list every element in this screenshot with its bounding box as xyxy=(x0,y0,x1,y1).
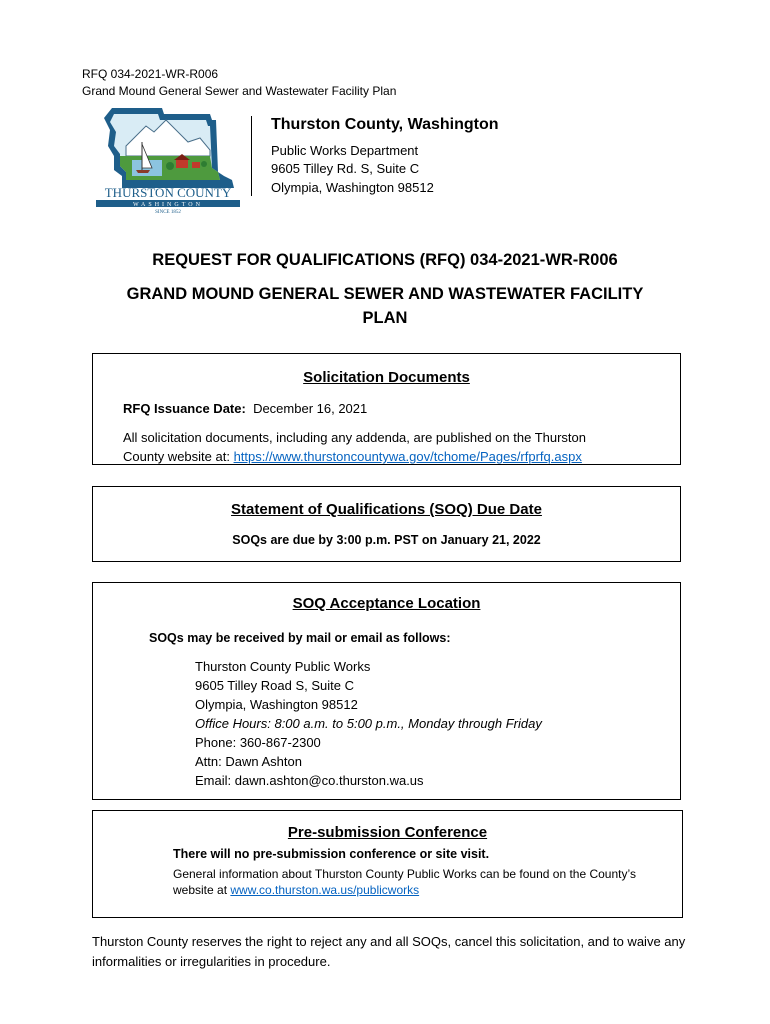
acceptance-intro: SOQs may be received by mail or email as follows: xyxy=(149,631,451,645)
issuance-date: December 16, 2021 xyxy=(253,401,368,416)
thurston-county-logo xyxy=(92,106,252,214)
conference-website-prefix: website at xyxy=(173,883,231,897)
issuance-date-row xyxy=(123,399,367,418)
acceptance-org: Thurston County Public Works xyxy=(195,659,371,674)
due-date-box xyxy=(92,486,681,562)
conference-info-line2 xyxy=(173,882,419,898)
solicitation-body-line1: All solicitation documents, including any addenda, are published on the Thurston xyxy=(123,430,587,445)
acceptance-box xyxy=(92,582,681,800)
conference-info-line1: General information about Thurston County Public Works can be found on the County’s xyxy=(173,867,636,881)
due-date-text: SOQs are due by 3:00 p.m. PST on January 21, 2022 xyxy=(232,533,541,547)
logo-name: THURSTON COUNTY xyxy=(104,185,232,200)
rfq-title: REQUEST FOR QUALIFICATIONS (RFQ) 034-2021-WR-R006 xyxy=(152,251,618,269)
conference-heading: Pre-submission Conference xyxy=(287,824,488,841)
solicitation-box xyxy=(92,353,681,465)
acceptance-phone: Phone: 360-867-2300 xyxy=(195,735,321,750)
solicitation-heading: Solicitation Documents xyxy=(303,369,470,386)
acceptance-attn: Attn: Dawn Ashton xyxy=(195,754,302,769)
publicworks-link[interactable]: www.co.thurston.wa.us/publicworks xyxy=(230,883,420,897)
office-hours: Office Hours: 8:00 a.m. to 5:00 p.m., Monday through Friday xyxy=(195,716,542,731)
conference-notice: There will no pre-submission conference or site visit. xyxy=(173,847,490,861)
street-address: 9605 Tilley Rd. S, Suite C xyxy=(271,161,420,176)
conference-box xyxy=(92,810,683,918)
rfq-number: RFQ 034-2021-WR-R006 xyxy=(82,67,219,81)
acceptance-street: 9605 Tilley Road S, Suite C xyxy=(195,678,354,693)
solicitation-body-line2 xyxy=(123,447,582,466)
logo-state: WASHINGTON xyxy=(133,202,203,208)
city-address: Olympia, Washington 98512 xyxy=(271,180,434,195)
issuance-label: RFQ Issuance Date: xyxy=(123,401,246,416)
project-name: Grand Mound General Sewer and Wastewater Facility Plan xyxy=(82,84,397,98)
logo-emblem-icon xyxy=(92,106,252,214)
footer-line2: informalities or irregularities in procedure. xyxy=(92,954,331,969)
website-prefix: County website at: xyxy=(123,449,234,464)
acceptance-city: Olympia, Washington 98512 xyxy=(195,697,358,712)
due-date-heading: Statement of Qualifications (SOQ) Due Date xyxy=(231,501,542,518)
solicitation-link[interactable]: https://www.thurstoncountywa.gov/tchome/Pages/rfprfq.aspx xyxy=(233,449,582,464)
acceptance-heading: SOQ Acceptance Location xyxy=(292,595,481,612)
county-name: Thurston County, Washington xyxy=(271,116,499,133)
department: Public Works Department xyxy=(271,143,419,158)
header-divider xyxy=(251,116,252,196)
project-title-line2: PLAN xyxy=(362,309,408,327)
footer-line1: Thurston County reserves the right to reject any and all SOQs, cancel this solicitation, and to waive any xyxy=(92,934,686,949)
logo-since: SINCE 1852 xyxy=(155,210,181,214)
project-title-line1: GRAND MOUND GENERAL SEWER AND WASTEWATER FACILITY xyxy=(126,285,644,303)
acceptance-email: Email: dawn.ashton@co.thurston.wa.us xyxy=(195,773,424,788)
